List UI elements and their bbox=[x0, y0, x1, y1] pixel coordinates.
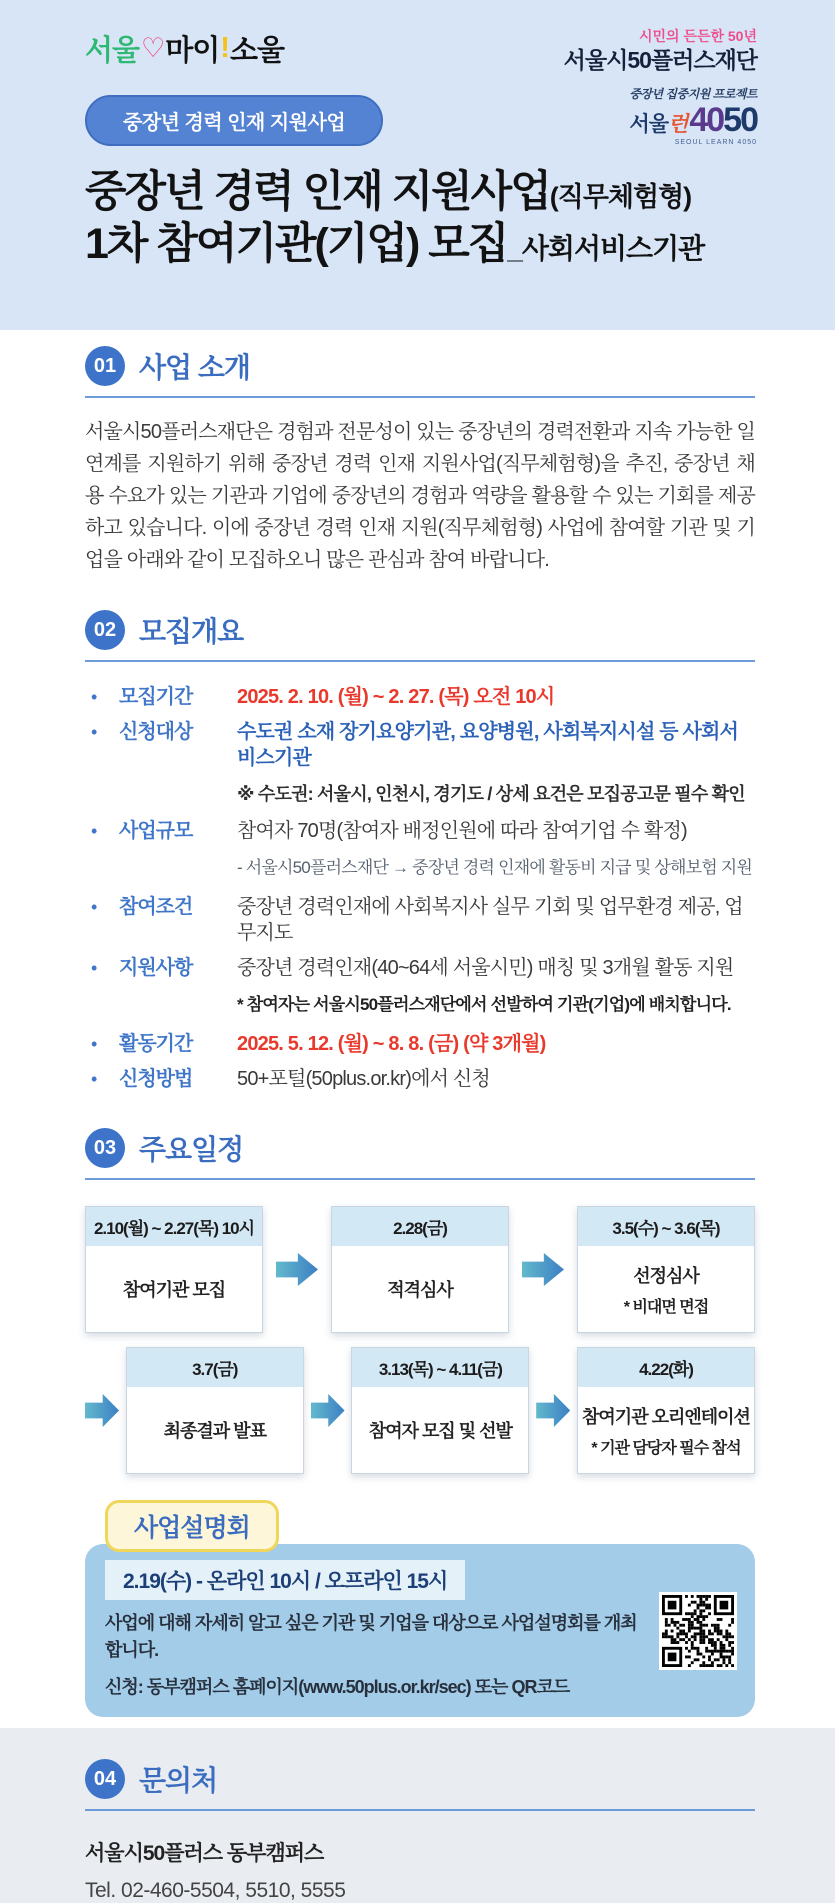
schedule-flowchart bbox=[85, 1206, 755, 1474]
section-02-heading bbox=[85, 610, 755, 650]
overview-row-activity bbox=[85, 1031, 755, 1057]
contact-organization: 서울시50플러스 동부캠퍼스 bbox=[85, 1842, 324, 1865]
bullet-dot: • bbox=[91, 1069, 98, 1089]
flow-step-final-results bbox=[126, 1347, 304, 1474]
seoul-learn-40: 40 bbox=[689, 100, 724, 139]
seoul-learn-50: 50 bbox=[723, 100, 757, 139]
section-02-number-badge: 02 bbox=[85, 610, 125, 650]
title-line1: 중장년 경력 인재 지원사업 bbox=[85, 167, 550, 216]
logo-text-seoul: 서울 bbox=[85, 35, 140, 67]
section-01-number-badge: 01 bbox=[85, 346, 125, 386]
overview-value: 50+포털(50plus.or.kr)에서 신청 bbox=[237, 1068, 490, 1090]
intro-paragraph: 서울시50플러스재단은 경험과 전문성이 있는 중장년의 경력전환과 지속 가능한 일 연계를 지원하기 위해 중장년 경력 인재 지원사업(직무체험형)을 추진, 중장년 채용 수요가 있는 기관과 기업에 중장년의 경험과 역량을 활용할 수 있는 기회를 제공하고 있습니다. 이에 중장년 경력 인재 지원(직무체험형) 사업에 참여할 기관 및 기업을 아래와 같이 모집하오니 많은 관심과 참여 바랍니다. bbox=[85, 421, 755, 571]
flow-step-date: 3.13(목) ~ 4.11(금) bbox=[352, 1348, 528, 1387]
logo-text-soul: 소울 bbox=[229, 35, 284, 67]
section-04-number-badge: 04 bbox=[85, 1759, 125, 1799]
overview-note: ※ 수도권: 서울시, 인천시, 경기도 / 상세 요건은 모집공고문 필수 확인 bbox=[237, 784, 745, 804]
overview-value: 2025. 5. 12. (월) ~ 8. 8. (금) (약 3개월) bbox=[237, 1033, 546, 1055]
foundation-logo bbox=[564, 28, 757, 74]
overview-label: 모집기간 bbox=[119, 686, 193, 708]
overview-row-target bbox=[85, 719, 755, 771]
flow-row-2 bbox=[85, 1347, 755, 1474]
section-02-divider bbox=[85, 660, 755, 662]
right-arrow-icon bbox=[85, 1393, 119, 1429]
flow-step-selection-review bbox=[577, 1206, 755, 1333]
poster-title bbox=[85, 166, 757, 271]
seoul-my-soul-logo bbox=[85, 28, 284, 69]
title-line2: 1차 참여기관(기업) 모집 bbox=[85, 220, 508, 269]
overview-row-condition bbox=[85, 894, 755, 946]
section-04-divider bbox=[85, 1809, 755, 1811]
flow-step-name: 참여기관 오리엔테이션 bbox=[582, 1406, 750, 1427]
flow-step-name: 참여기관 모집 bbox=[122, 1280, 226, 1300]
flow-step-name: 참여자 모집 및 선발 bbox=[368, 1421, 512, 1441]
flow-step-eligibility-review bbox=[331, 1206, 509, 1333]
briefing-badge: 사업설명회 bbox=[105, 1500, 279, 1552]
flow-step-name: 선정심사 bbox=[633, 1265, 699, 1286]
overview-value: 참여자 70명(참여자 배정인원에 따라 참여기업 수 확정) bbox=[237, 820, 687, 842]
logo-text-mai: 마이 bbox=[165, 35, 220, 67]
flow-step-name: 최종결과 발표 bbox=[163, 1421, 266, 1441]
flow-step-orientation bbox=[577, 1347, 755, 1474]
overview-label: 지원사항 bbox=[119, 957, 193, 979]
flow-step-recruit-orgs bbox=[85, 1206, 263, 1333]
program-category-pill: 중장년 경력 인재 지원사업 bbox=[85, 95, 383, 146]
right-arrow-icon bbox=[522, 1252, 564, 1288]
bullet-dot: • bbox=[91, 1034, 98, 1054]
overview-row-period bbox=[85, 684, 755, 710]
right-arrow-icon bbox=[536, 1393, 570, 1429]
flow-step-date: 3.5(수) ~ 3.6(목) bbox=[578, 1207, 754, 1246]
title-line2-sub: _사회서비스기관 bbox=[507, 233, 705, 265]
right-arrow-icon bbox=[311, 1393, 345, 1429]
seoul-learn-tagline: 중장년 집중지원 프로젝트 bbox=[629, 87, 757, 102]
overview-row-scale bbox=[85, 818, 755, 844]
overview-value: 2025. 2. 10. (월) ~ 2. 27. (목) 오전 10시 bbox=[237, 686, 555, 708]
flow-step-note: * 비대면 면접 bbox=[623, 1298, 709, 1316]
overview-label: 사업규모 bbox=[119, 820, 193, 842]
poster-body bbox=[0, 330, 835, 1903]
flow-step-date: 2.28(금) bbox=[332, 1207, 508, 1246]
briefing-datetime-chip: 2.19(수) - 온라인 10시 / 오프라인 15시 bbox=[105, 1560, 465, 1600]
section-01-divider bbox=[85, 396, 755, 398]
seoul-learn-seoul: 서울 bbox=[629, 112, 669, 136]
bullet-dot: • bbox=[91, 821, 98, 841]
overview-value: 수도권 소재 장기요양기관, 요양병원, 사회복지시설 등 사회서비스기관 bbox=[237, 721, 739, 769]
title-line1-sub: (직무체험형) bbox=[549, 181, 692, 212]
section-03-divider bbox=[85, 1178, 755, 1180]
overview-label: 활동기간 bbox=[119, 1033, 193, 1055]
heart-icon: ♡ bbox=[141, 33, 165, 63]
seoul-learn-learn: 런 bbox=[668, 112, 688, 136]
bullet-dot: • bbox=[91, 687, 98, 707]
bullet-dot: • bbox=[91, 722, 98, 742]
overview-note: * 참여자는 서울시50플러스재단에서 선발하여 기관(기업)에 배치합니다. bbox=[237, 995, 731, 1014]
overview-label: 신청방법 bbox=[119, 1068, 193, 1090]
exclamation-icon: ! bbox=[220, 32, 229, 64]
hero-header bbox=[0, 0, 835, 330]
briefing-apply-info: 신청: 동부캠퍼스 홈페이지(www.50plus.or.kr/sec) 또는 QR코드 bbox=[105, 1677, 570, 1697]
foundation-tagline: 시민의 든든한 50년 bbox=[638, 28, 757, 44]
section-02-title: 모집개요 bbox=[139, 616, 244, 647]
flow-step-participant-recruit bbox=[351, 1347, 529, 1474]
flow-step-date: 3.7(금) bbox=[127, 1348, 303, 1387]
overview-label: 참여조건 bbox=[119, 896, 193, 918]
section-03-heading bbox=[85, 1128, 755, 1168]
briefing-description: 사업에 대해 자세히 알고 싶은 기관 및 기업을 대상으로 사업설명회를 개최합니다. bbox=[105, 1613, 637, 1660]
section-01-title: 사업 소개 bbox=[139, 352, 250, 383]
flow-step-date: 2.10(월) ~ 2.27(목) 10시 bbox=[86, 1207, 262, 1246]
briefing-box bbox=[85, 1544, 755, 1717]
overview-note: - 서울시50플러스재단 → 중장년 경력 인재에 활동비 지급 및 상해보험 지원 bbox=[237, 858, 753, 877]
section-04-heading bbox=[85, 1759, 755, 1799]
foundation-name: 서울시50플러스재단 bbox=[563, 46, 757, 73]
flow-step-name: 적격심사 bbox=[387, 1280, 453, 1300]
section-03-title: 주요일정 bbox=[139, 1134, 244, 1165]
section-03-number-badge: 03 bbox=[85, 1128, 125, 1168]
bullet-dot: • bbox=[91, 958, 98, 978]
section-01-heading bbox=[85, 346, 755, 386]
bullet-dot: • bbox=[91, 897, 98, 917]
section-04-title: 문의처 bbox=[139, 1765, 218, 1796]
overview-row-support bbox=[85, 955, 755, 981]
flow-step-note: * 기관 담당자 필수 참석 bbox=[591, 1439, 741, 1457]
contact-phone: Tel. 02-460-5504, 5510, 5555 bbox=[85, 1879, 346, 1902]
seoul-learn-subtext: SEOUL LEARN 4050 bbox=[674, 138, 757, 146]
flow-step-date: 4.22(화) bbox=[578, 1348, 754, 1387]
overview-value: 중장년 경력인재에 사회복지사 실무 기회 및 업무환경 제공, 업무지도 bbox=[237, 896, 743, 944]
overview-label: 신청대상 bbox=[119, 721, 193, 743]
seoul-learn-4050-logo bbox=[629, 88, 757, 146]
overview-value: 중장년 경력인재(40~64세 서울시민) 매칭 및 3개월 활동 지원 bbox=[237, 957, 734, 979]
overview-list bbox=[85, 684, 755, 1092]
overview-row-apply bbox=[85, 1066, 755, 1092]
flow-row-1 bbox=[85, 1206, 755, 1333]
qr-code bbox=[659, 1592, 737, 1670]
right-arrow-icon bbox=[276, 1252, 318, 1288]
